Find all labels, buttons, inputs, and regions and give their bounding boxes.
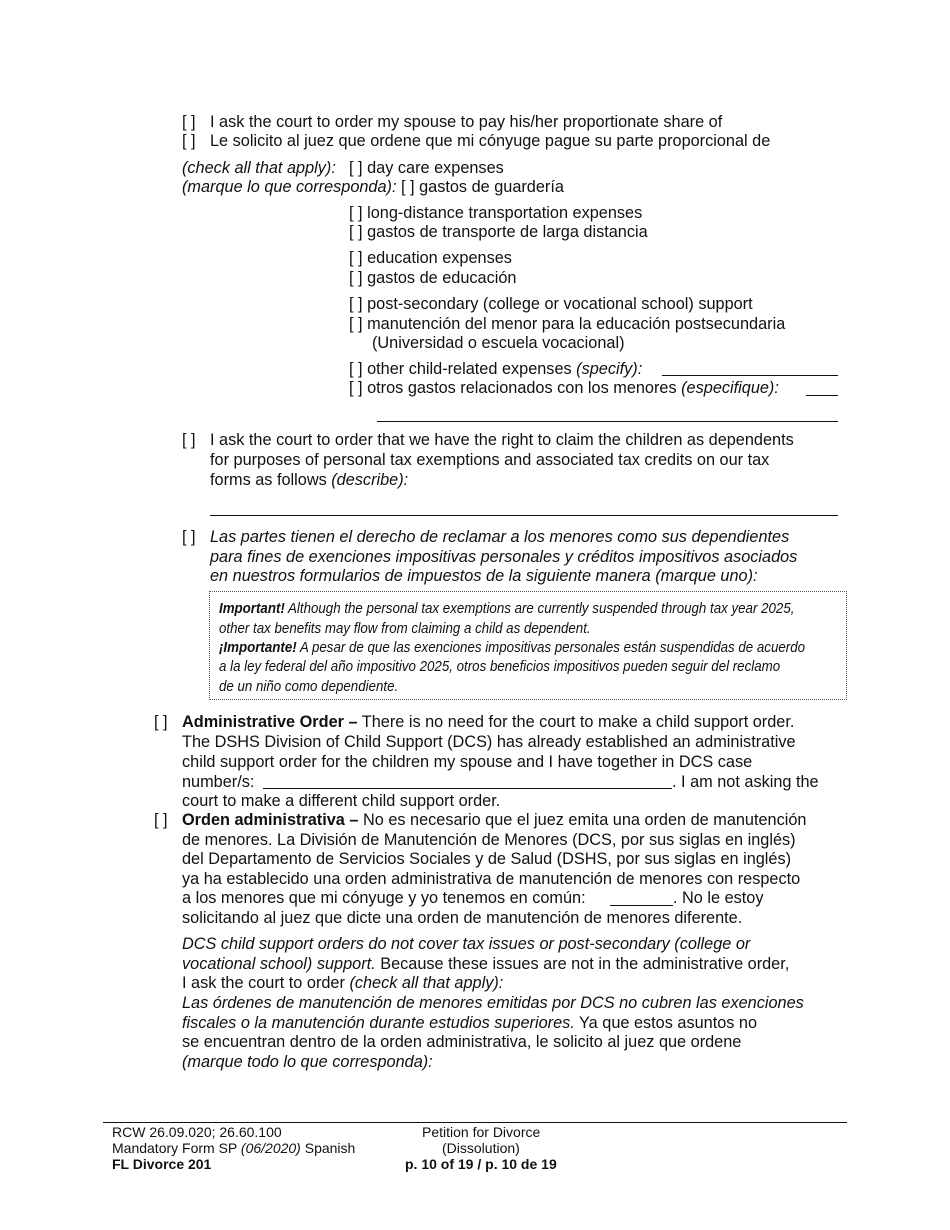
footer-mandatory-date: (06/2020): [240, 1140, 301, 1156]
checkbox-administrative-order-es[interactable]: [ ]: [154, 811, 168, 829]
proportionate-share-text-es: Le solicito al juez que ordene que mi cónyuge pague su parte proporcional de: [210, 132, 771, 150]
dcs-line2: [182, 954, 789, 974]
note-en-important: Important!: [219, 601, 285, 617]
footer-divider: [103, 1122, 847, 1123]
option-other-en[interactable]: [349, 359, 642, 379]
option-transport-en[interactable]: [ ] long-distance transportation expenses: [349, 204, 643, 222]
checkbox-tax-dependents-es[interactable]: [ ]: [182, 528, 196, 546]
dcs-line5-text: Ya que estos asuntos no: [579, 1014, 758, 1032]
tax-dependents-es-line1: Las partes tienen el derecho de reclamar a los menores como sus dependientes: [210, 528, 790, 546]
option-other-es[interactable]: [349, 378, 779, 398]
admin-es-line2: de menores. La División de Manutención de Menores (DCS, por sus siglas en inglés): [182, 831, 796, 849]
admin-en-title: Administrative Order –: [182, 713, 358, 731]
checkbox-tax-dependents-en[interactable]: [ ]: [182, 431, 196, 449]
admin-en-line2: The DSHS Division of Child Support (DCS) has already established an administrative: [182, 733, 796, 751]
admin-en-text1: There is no need for the court to make a child support order.: [361, 713, 795, 731]
admin-en-line3: child support order for the children my spouse and I have together in DCS case: [182, 753, 753, 771]
footer-form-id: FL Divorce 201: [112, 1156, 212, 1172]
footer-mandatory-a: Mandatory Form SP: [112, 1140, 238, 1156]
footer-mandatory-b: Spanish: [304, 1140, 356, 1156]
dcs-line1: DCS child support orders do not cover tax issues or post-secondary (college or: [182, 935, 751, 953]
admin-en-line4b: . I am not asking the: [672, 773, 819, 791]
admin-es-line4: ya ha establecido una orden administrativa de manutención de menores con respecto: [182, 870, 801, 888]
dcs-line3: [182, 973, 503, 993]
admin-en-line1: [182, 712, 794, 732]
note-en-line1: [219, 599, 794, 619]
checkbox-proportionate-share-es[interactable]: [ ]: [182, 132, 196, 150]
tax-dependents-describe: (describe):: [331, 471, 409, 489]
footer-title1: Petition for Divorce: [422, 1124, 541, 1140]
dcs-line5: [182, 1013, 757, 1033]
dcs-line4: Las órdenes de manutención de menores emitidas por DCS no cubren las exenciones: [182, 994, 804, 1012]
note-es-line1: [219, 638, 805, 658]
dcs-line3-text: I ask the court to order: [182, 974, 345, 992]
note-en-line2: other tax benefits may flow from claiming a child as dependent.: [219, 621, 591, 637]
other-expenses-input-line-es[interactable]: [806, 395, 838, 396]
footer-rcw: RCW 26.09.020; 26.60.100: [112, 1124, 282, 1140]
option-transport-es[interactable]: [ ] gastos de transporte de larga distancia: [349, 223, 648, 241]
proportionate-share-text-en: I ask the court to order my spouse to pay his/her proportionate share of: [210, 113, 723, 131]
note-es-line2: a la ley federal del año impositivo 2025, otros beneficios impositivos pueden seguir del reclamo: [219, 659, 781, 675]
dcs-line2-text: Because these issues are not in the administrative order,: [380, 955, 790, 973]
tax-dependents-line3-text: forms as follows: [210, 471, 327, 489]
important-note-box: [209, 591, 847, 700]
tax-dependents-line3: [210, 470, 408, 490]
dcs-line2-italic: vocational school) support.: [182, 955, 376, 973]
note-en-text1: Although the personal tax exemptions are currently suspended through tax year 2025,: [288, 601, 795, 617]
option-daycare-en[interactable]: [ ] day care expenses: [349, 159, 504, 177]
admin-es-line3: del Departamento de Servicios Sociales y de Salud (DSHS, por sus siglas en inglés): [182, 850, 792, 868]
footer-title2: (Dissolution): [442, 1140, 520, 1156]
other-expenses-input-line-2[interactable]: [377, 421, 838, 422]
admin-es-title: Orden administrativa –: [182, 811, 359, 829]
option-other-en-label: [ ] other child-related expenses: [349, 360, 572, 378]
check-all-label-es: (marque lo que corresponda):: [182, 178, 397, 196]
footer-page-number: p. 10 of 19 / p. 10 de 19: [405, 1156, 557, 1172]
note-es-line3: de un niño como dependiente.: [219, 679, 399, 695]
note-es-important: ¡Importante!: [219, 640, 297, 656]
option-education-es[interactable]: [ ] gastos de educación: [349, 269, 517, 287]
dcs-case-number-input-line-es[interactable]: [610, 905, 673, 906]
admin-en-line4a: number/s:: [182, 773, 255, 791]
option-postsecondary-es[interactable]: [ ] manutención del menor para la educación postsecundaria: [349, 315, 786, 333]
tax-dependents-line2: for purposes of personal tax exemptions and associated tax credits on our tax: [210, 451, 770, 469]
option-other-en-specify: (specify):: [576, 360, 643, 378]
dcs-line7: (marque todo lo que corresponda):: [182, 1053, 433, 1071]
option-daycare-es[interactable]: [ ] gastos de guardería: [401, 178, 564, 196]
tax-dependents-line1: I ask the court to order that we have the right to claim the children as dependents: [210, 431, 794, 449]
tax-dependents-es-line3: en nuestros formularios de impuestos de la siguiente manera (marque uno):: [210, 567, 758, 585]
footer-mandatory-form: [112, 1140, 355, 1156]
admin-es-line5a: a los menores que mi cónyuge y yo tenemos en común:: [182, 889, 586, 907]
dcs-line3-italic: (check all that apply):: [349, 974, 504, 992]
option-other-es-specify: (especifique):: [681, 379, 779, 397]
option-postsecondary-es-detail: (Universidad o escuela vocacional): [372, 334, 625, 352]
other-expenses-input-line-en[interactable]: [662, 375, 838, 376]
dcs-line5-italic: fiscales o la manutención durante estudios superiores.: [182, 1014, 575, 1032]
checkbox-administrative-order-en[interactable]: [ ]: [154, 713, 168, 731]
admin-es-line5b: . No le estoy: [673, 889, 764, 907]
dcs-case-number-input-line[interactable]: [263, 788, 672, 789]
checkbox-proportionate-share-en[interactable]: [ ]: [182, 113, 196, 131]
option-postsecondary-en[interactable]: [ ] post-secondary (college or vocational school) support: [349, 295, 753, 313]
admin-es-line6: solicitando al juez que dicte una orden de manutención de menores diferente.: [182, 909, 743, 927]
tax-dependents-es-line2: para fines de exenciones impositivas personales y créditos impositivos asociados: [210, 548, 798, 566]
dcs-line6: se encuentran dentro de la orden administrativa, le solicito al juez que ordene: [182, 1033, 742, 1051]
admin-es-text1: No es necesario que el juez emita una orden de manutención: [362, 811, 807, 829]
admin-en-line5: court to make a different child support order.: [182, 792, 501, 810]
admin-es-line1: [182, 810, 806, 830]
check-all-label-en: (check all that apply):: [182, 159, 336, 177]
option-other-es-label: [ ] otros gastos relacionados con los menores: [349, 379, 677, 397]
option-education-en[interactable]: [ ] education expenses: [349, 249, 512, 267]
tax-dependents-input-line[interactable]: [210, 515, 838, 516]
note-es-text1: A pesar de que las exenciones impositivas personales están suspendidas de acuerdo: [299, 640, 806, 656]
